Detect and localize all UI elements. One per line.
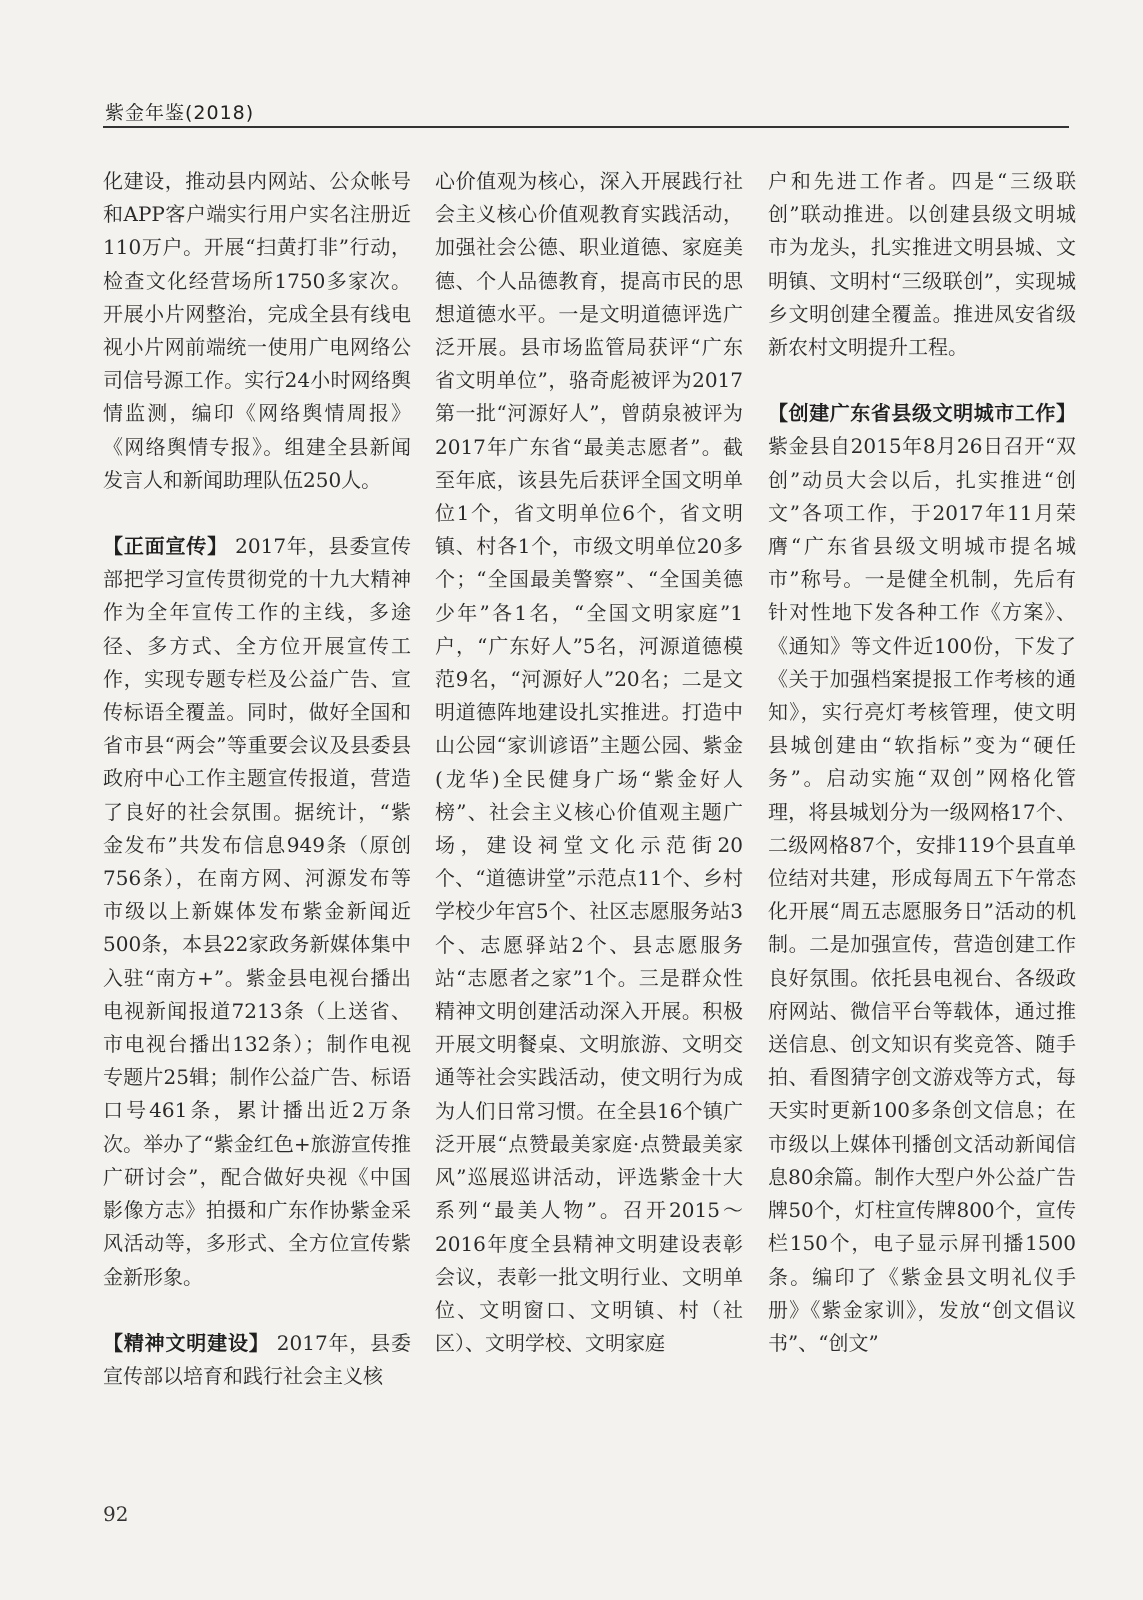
section-body: 2017年，县委宣传部把学习宣传贯彻党的十九大精神作为全年宣传工作的主线，多途径、多方式、全方位开展宣传工作，实现专题专栏及公益广告、宣传标语全覆盖。同时，做好全国和省市县“两会”等重要会议及县委县政府中心工作主题宣传报道，营造了良好的社会氛围。据统计，“紫金发布”共发布信息949条（原创756条），在南方网、河源发布等市级以上新媒体发布紫金新闻近500条，本县22家政务新媒体集中入驻“南方+”。紫金县电视台播出电视新闻报道7213条（上送省、市电视台播出132条）；制作电视专题片25辑；制作公益广告、标语口号461条，累计播出近2万条次。举办了“紫金红色+旅游宣传推广研讨会”，配合做好央视《中国影像方志》拍摄和广东作协紫金采风活动等，多形式、全方位宣传紫金新形象。: [103, 534, 412, 1289]
paragraph-gap: [103, 497, 411, 530]
paragraph-gap: [768, 364, 1076, 397]
section-body: 紫金县自2015年8月26日召开“双创”动员大会以后，扎实推进“创文”各项工作，于2017年11月荣膺“广东省县级文明城市提名城市”称号。一是健全机制，先后有针对性地下发各种工作《方案》、《通知》等文件近100份，下发了《关于加强档案提报工作考核的通知》，实行亮灯考核管理，使文明县城创建由“软指标”变为“硬任务”。启动实施“双创”网格化管理，将县城划分为一级网格17个、二级网格87个，安排119个县直单位结对共建，形成每周五下午常态化开展“周五志愿服务日”活动的机制。二是加强宣传，营造创建工作良好氛围。依托县电视台、各级政府网站、微信平台等载体，通过推送信息、创文知识有奖竞答、随手拍、看图猜字创文游戏等方式，每天实时更新100多条创文信息；在市级以上媒体刊播创文活动新闻信息80余篇。制作大型户外公益广告牌50个，灯柱宣传牌800个，宣传栏150个，电子显示屏刊播1500条。编印了《紫金县文明礼仪手册》《紫金家训》，发放“创文倡议书”、“创文”: [768, 434, 1076, 1355]
section-body: 2017年，县委宣传部以培育和践行社会主义核: [103, 1330, 411, 1388]
text-column-2: [435, 165, 743, 1360]
running-header: 紫金年鉴(2018): [105, 102, 255, 124]
section-heading: 【正面宣传】: [103, 534, 228, 559]
section-civilized-city: [768, 397, 1076, 1360]
section-positive-publicity: [103, 530, 411, 1294]
paragraph-gap: [103, 1294, 411, 1327]
paragraph: 户和先进工作者。四是“三级联创”联动推进。以创建县级文明城市为龙头，扎实推进文明县城、文明镇、文明村“三级联创”，实现城乡文明创建全覆盖。推进凤安省级新农村文明提升工程。: [768, 169, 1076, 360]
section-heading: 【创建广东省县级文明城市工作】: [768, 401, 1076, 426]
text-column-3: [768, 165, 1076, 1360]
paragraph: 心价值观为核心，深入开展践行社会主义核心价值观教育实践活动，加强社会公德、职业道德、家庭美德、个人品德教育，提高市民的思想道德水平。一是文明道德评选广泛开展。县市场监管局获评“广东省文明单位”，骆奇彪被评为2017第一批“河源好人”，曾荫泉被评为2017年广东省“最美志愿者”。截至年底，该县先后获评全国文明单位1个，省文明单位6个，省文明镇、村各1个，市级文明单位20多个；“全国最美警察”、“全国美德少年”各1名，“全国文明家庭”1户，“广东好人”5名，河源道德模范9名，“河源好人”20名；二是文明道德阵地建设扎实推进。打造中山公园“家训谚语”主题公园、紫金(龙华)全民健身广场“紫金好人榜”、社会主义核心价值观主题广场，建设祠堂文化示范街20个、“道德讲堂”示范点11个、乡村学校少年宫5个、社区志愿服务站3个、志愿驿站2个、县志愿服务站“志愿者之家”1个。三是群众性精神文明创建活动深入开展。积极开展文明餐桌、文明旅游、文明交通等社会实践活动，使文明行为成为人们日常习惯。在全县16个镇广泛开展“点赞最美家庭·点赞最美家风”巡展巡讲活动，评选紫金十大系列“最美人物”。召开2015～2016年度全县精神文明建设表彰会议，表彰一批文明行业、文明单位、文明窗口、文明镇、村（社区）、文明学校、文明家庭: [435, 169, 743, 1356]
section-spiritual-civilization: [103, 1327, 411, 1393]
section-heading: 【精神文明建设】: [103, 1330, 270, 1355]
header-rule: [103, 126, 1069, 128]
paragraph: 化建设，推动县内网站、公众帐号和APP客户端实行用户实名注册近110万户。开展“扫黄打非”行动，检查文化经营场所1750多家次。开展小片网整治，完成全县有线电视小片网前端统一使用广电网络公司信号源工作。实行24小时网络舆情监测，编印《网络舆情周报》《网络舆情专报》。组建全县新闻发言人和新闻助理队伍250人。: [103, 169, 411, 492]
text-column-1: [103, 165, 411, 1393]
page-number: 92: [103, 1502, 129, 1526]
